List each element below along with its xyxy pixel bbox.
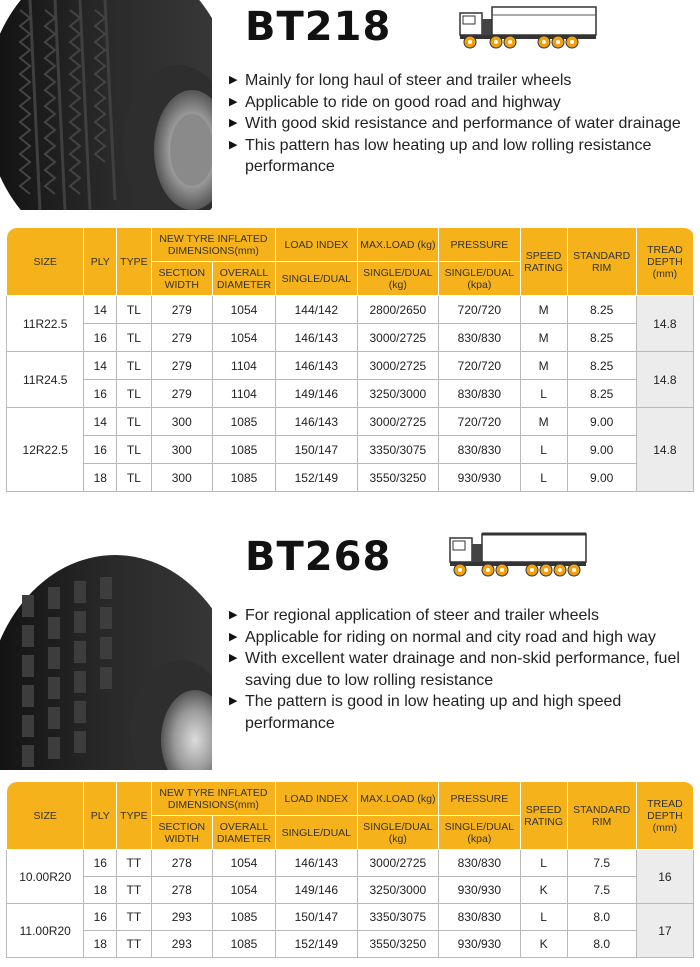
feature-text: Applicable to ride on good road and highway <box>245 93 561 111</box>
type-cell: TL <box>117 380 152 408</box>
header-ply: PLY <box>84 228 117 296</box>
tread-depth-cell: 17 <box>636 904 693 958</box>
header-dimensions: NEW TYRE INFLATED DIMENSIONS(mm) <box>151 228 275 262</box>
load-index-cell: 152/149 <box>276 464 358 492</box>
rim-cell: 8.0 <box>567 904 636 931</box>
truck-semi-trailer-icon <box>448 530 588 585</box>
overall-diameter-cell: 1085 <box>212 436 275 464</box>
type-cell: TT <box>117 904 152 931</box>
ply-cell: 14 <box>84 352 117 380</box>
header-tread-depth: TREAD DEPTH (mm) <box>636 782 693 850</box>
feature-text: Applicable for riding on normal and city road and high way <box>245 628 656 646</box>
load-index-cell: 150/147 <box>276 436 358 464</box>
max-load-cell: 3550/3250 <box>357 464 439 492</box>
table-row <box>7 464 694 492</box>
overall-diameter-cell: 1054 <box>212 877 275 904</box>
type-cell: TT <box>117 931 152 958</box>
speed-cell: M <box>520 352 567 380</box>
header-load-index: LOAD INDEX <box>276 228 358 262</box>
rim-cell: 7.5 <box>567 877 636 904</box>
header-section-width: SECTION WIDTH <box>151 816 212 850</box>
pressure-cell: 930/930 <box>439 464 521 492</box>
pressure-cell: 830/830 <box>439 850 521 877</box>
size-cell: 11R22.5 <box>7 296 84 352</box>
load-index-cell: 146/143 <box>276 324 358 352</box>
overall-diameter-cell: 1054 <box>212 296 275 324</box>
overall-diameter-cell: 1085 <box>212 904 275 931</box>
header-type: TYPE <box>117 228 152 296</box>
header-overall-diameter: OVERALL DIAMETER <box>212 262 275 296</box>
header-load-index-sub: SINGLE/DUAL <box>276 816 358 850</box>
pressure-cell: 830/830 <box>439 904 521 931</box>
section-width-cell: 293 <box>151 931 212 958</box>
max-load-cell: 2800/2650 <box>357 296 439 324</box>
pressure-cell: 720/720 <box>439 352 521 380</box>
triangle-bullet-icon: ▶ <box>229 74 238 86</box>
speed-cell: L <box>520 464 567 492</box>
max-load-cell: 3350/3075 <box>357 904 439 931</box>
feature-text: With good skid resistance and performance of water drainage <box>245 115 681 132</box>
tread-depth-cell: 14.8 <box>636 352 693 408</box>
load-index-cell: 146/143 <box>276 408 358 436</box>
section-width-cell: 279 <box>151 380 212 408</box>
ply-cell: 18 <box>84 877 117 904</box>
triangle-bullet-icon: ▶ <box>229 117 238 129</box>
overall-diameter-cell: 1104 <box>212 380 275 408</box>
header-pressure: PRESSURE <box>439 228 521 262</box>
header-tread-depth: TREAD DEPTH (mm) <box>636 228 693 296</box>
spec-table <box>6 227 694 492</box>
speed-cell: K <box>520 877 567 904</box>
header-pressure-sub: SINGLE/DUAL (kpa) <box>439 816 521 850</box>
triangle-bullet-icon: ▶ <box>229 695 238 707</box>
speed-cell: L <box>520 850 567 877</box>
speed-cell: L <box>520 436 567 464</box>
load-index-cell: 150/147 <box>276 904 358 931</box>
rim-cell: 8.25 <box>567 324 636 352</box>
header-standard-rim: STANDARD RIM <box>567 228 636 296</box>
load-index-cell: 152/149 <box>276 931 358 958</box>
ply-cell: 16 <box>84 380 117 408</box>
section-width-cell: 293 <box>151 904 212 931</box>
header-ply: PLY <box>84 782 117 850</box>
table-row <box>7 931 694 958</box>
ply-cell: 14 <box>84 296 117 324</box>
speed-cell: K <box>520 931 567 958</box>
feature-text: Mainly for long haul of steer and trailer wheels <box>245 72 572 89</box>
header-load-index-sub: SINGLE/DUAL <box>276 262 358 296</box>
feature-text: This pattern has low heating up and low rolling resistance performance <box>245 136 652 175</box>
header-load-index: LOAD INDEX <box>276 782 358 816</box>
type-cell: TL <box>117 408 152 436</box>
rim-cell: 9.00 <box>567 408 636 436</box>
pressure-cell: 930/930 <box>439 931 521 958</box>
load-index-cell: 146/143 <box>276 850 358 877</box>
ply-cell: 14 <box>84 408 117 436</box>
table-row <box>7 408 694 436</box>
feature-item <box>229 627 699 649</box>
table-row <box>7 352 694 380</box>
model-title: BT268 <box>245 534 392 580</box>
type-cell: TL <box>117 324 152 352</box>
speed-cell: M <box>520 408 567 436</box>
feature-item <box>229 135 689 178</box>
type-cell: TT <box>117 850 152 877</box>
ply-cell: 18 <box>84 931 117 958</box>
overall-diameter-cell: 1054 <box>212 324 275 352</box>
feature-item <box>229 605 699 627</box>
size-cell: 11.00R20 <box>7 904 84 958</box>
feature-item <box>229 648 699 691</box>
header-dimensions: NEW TYRE INFLATED DIMENSIONS(mm) <box>151 782 275 816</box>
spec-table <box>6 781 694 958</box>
type-cell: TL <box>117 464 152 492</box>
feature-item <box>229 70 689 92</box>
tread-depth-cell: 16 <box>636 850 693 904</box>
overall-diameter-cell: 1085 <box>212 408 275 436</box>
max-load-cell: 3000/2725 <box>357 352 439 380</box>
speed-cell: M <box>520 296 567 324</box>
section-width-cell: 278 <box>151 877 212 904</box>
feature-text: With excellent water drainage and non-skid performance, fuel saving due to low rolling resistance <box>245 650 680 689</box>
pressure-cell: 720/720 <box>439 296 521 324</box>
tread-depth-cell: 14.8 <box>636 296 693 352</box>
feature-list <box>229 70 689 178</box>
section-width-cell: 279 <box>151 296 212 324</box>
truck-semi-trailer-icon <box>458 5 598 56</box>
header-max-load: MAX.LOAD (kg) <box>357 228 439 262</box>
rim-cell: 8.25 <box>567 352 636 380</box>
feature-item <box>229 691 699 734</box>
header-section-width: SECTION WIDTH <box>151 262 212 296</box>
triangle-bullet-icon: ▶ <box>229 630 238 643</box>
size-cell: 10.00R20 <box>7 850 84 904</box>
table-row <box>7 324 694 352</box>
table-row <box>7 904 694 931</box>
ply-cell: 16 <box>84 904 117 931</box>
rim-cell: 9.00 <box>567 436 636 464</box>
section-width-cell: 300 <box>151 464 212 492</box>
rim-cell: 9.00 <box>567 464 636 492</box>
table-row <box>7 380 694 408</box>
pressure-cell: 830/830 <box>439 380 521 408</box>
speed-cell: L <box>520 380 567 408</box>
type-cell: TT <box>117 877 152 904</box>
feature-item <box>229 113 689 135</box>
load-index-cell: 144/142 <box>276 296 358 324</box>
overall-diameter-cell: 1104 <box>212 352 275 380</box>
section-width-cell: 300 <box>151 408 212 436</box>
header-max-load-sub: SINGLE/DUAL (kg) <box>357 816 439 850</box>
load-index-cell: 149/146 <box>276 877 358 904</box>
header-pressure-sub: SINGLE/DUAL (kpa) <box>439 262 521 296</box>
rim-cell: 7.5 <box>567 850 636 877</box>
overall-diameter-cell: 1085 <box>212 464 275 492</box>
pressure-cell: 830/830 <box>439 324 521 352</box>
ply-cell: 16 <box>84 324 117 352</box>
header-max-load-sub: SINGLE/DUAL (kg) <box>357 262 439 296</box>
header-speed-rating: SPEED RATING <box>520 228 567 296</box>
feature-text: For regional application of steer and trailer wheels <box>245 607 599 624</box>
header-speed-rating: SPEED RATING <box>520 782 567 850</box>
type-cell: TL <box>117 436 152 464</box>
table-row <box>7 436 694 464</box>
speed-cell: L <box>520 904 567 931</box>
tyre-tread-image <box>0 555 212 770</box>
type-cell: TL <box>117 352 152 380</box>
pressure-cell: 830/830 <box>439 436 521 464</box>
overall-diameter-cell: 1054 <box>212 850 275 877</box>
max-load-cell: 3000/2725 <box>357 408 439 436</box>
header-size: SIZE <box>7 228 84 296</box>
speed-cell: M <box>520 324 567 352</box>
table-row <box>7 850 694 877</box>
rim-cell: 8.0 <box>567 931 636 958</box>
max-load-cell: 3250/3000 <box>357 380 439 408</box>
feature-text: The pattern is good in low heating up and high speed performance <box>245 693 622 732</box>
header-pressure: PRESSURE <box>439 782 521 816</box>
tread-depth-cell: 14.8 <box>636 408 693 492</box>
max-load-cell: 3250/3000 <box>357 877 439 904</box>
section-width-cell: 300 <box>151 436 212 464</box>
type-cell: TL <box>117 296 152 324</box>
ply-cell: 18 <box>84 464 117 492</box>
pressure-cell: 720/720 <box>439 408 521 436</box>
header-overall-diameter: OVERALL DIAMETER <box>212 816 275 850</box>
header-type: TYPE <box>117 782 152 850</box>
rim-cell: 8.25 <box>567 380 636 408</box>
feature-list <box>229 605 699 734</box>
triangle-bullet-icon: ▶ <box>229 652 238 664</box>
overall-diameter-cell: 1085 <box>212 931 275 958</box>
header-standard-rim: STANDARD RIM <box>567 782 636 850</box>
triangle-bullet-icon: ▶ <box>229 609 238 621</box>
tyre-tread-image <box>0 0 212 210</box>
feature-item <box>229 92 689 114</box>
size-cell: 11R24.5 <box>7 352 84 408</box>
pressure-cell: 930/930 <box>439 877 521 904</box>
table-row <box>7 296 694 324</box>
section-width-cell: 278 <box>151 850 212 877</box>
load-index-cell: 146/143 <box>276 352 358 380</box>
table-row <box>7 877 694 904</box>
triangle-bullet-icon: ▶ <box>229 95 238 108</box>
header-size: SIZE <box>7 782 84 850</box>
section-width-cell: 279 <box>151 324 212 352</box>
max-load-cell: 3000/2725 <box>357 324 439 352</box>
max-load-cell: 3550/3250 <box>357 931 439 958</box>
section-width-cell: 279 <box>151 352 212 380</box>
load-index-cell: 149/146 <box>276 380 358 408</box>
ply-cell: 16 <box>84 850 117 877</box>
max-load-cell: 3350/3075 <box>357 436 439 464</box>
ply-cell: 16 <box>84 436 117 464</box>
product-section-bt268 <box>0 530 700 967</box>
triangle-bullet-icon: ▶ <box>229 138 238 151</box>
rim-cell: 8.25 <box>567 296 636 324</box>
header-max-load: MAX.LOAD (kg) <box>357 782 439 816</box>
size-cell: 12R22.5 <box>7 408 84 492</box>
model-title: BT218 <box>245 4 392 50</box>
max-load-cell: 3000/2725 <box>357 850 439 877</box>
